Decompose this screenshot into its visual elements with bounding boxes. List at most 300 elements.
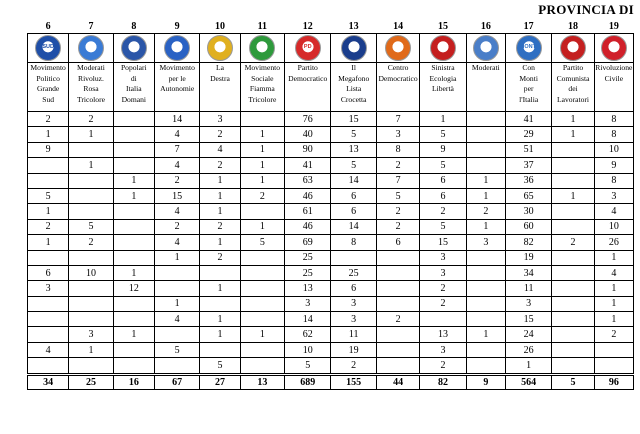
party-logo-text: PD — [303, 44, 312, 50]
vote-cell: 8 — [376, 142, 419, 157]
party-logo — [560, 35, 586, 61]
party-logo — [385, 35, 411, 61]
vote-cell: 14 — [154, 112, 199, 127]
total-cell: 34 — [28, 374, 69, 389]
vote-cell — [28, 312, 69, 327]
vote-cell: 10 — [285, 342, 331, 357]
party-logo-cell — [505, 34, 551, 63]
vote-cell: 1 — [240, 173, 284, 188]
vote-cell: 4 — [154, 235, 199, 250]
vote-cell: 7 — [376, 112, 419, 127]
vote-cell — [552, 327, 594, 342]
vote-cell: 15 — [331, 112, 376, 127]
party-logo-cell — [69, 34, 113, 63]
vote-cell — [552, 265, 594, 280]
vote-cell: 1 — [69, 342, 113, 357]
total-cell: 96 — [594, 374, 633, 389]
vote-cell: 15 — [154, 188, 199, 203]
party-logo — [295, 35, 321, 61]
vote-cell: 3 — [376, 127, 419, 142]
vote-cell: 1 — [200, 204, 240, 219]
vote-cell: 12 — [113, 281, 154, 296]
vote-cell — [69, 250, 113, 265]
vote-cell — [552, 173, 594, 188]
vote-cell: 5 — [420, 127, 466, 142]
total-cell: 67 — [154, 374, 199, 389]
vote-cell: 3 — [331, 296, 376, 311]
vote-table — [27, 20, 634, 390]
vote-cell: 4 — [594, 265, 633, 280]
vote-cell: 1 — [594, 281, 633, 296]
vote-cell: 36 — [505, 173, 551, 188]
vote-cell — [154, 281, 199, 296]
vote-cell: 6 — [331, 204, 376, 219]
party-logo-text: SUD — [42, 44, 54, 50]
vote-cell: 2 — [154, 219, 199, 234]
vote-cell: 1 — [466, 219, 505, 234]
totals-row — [28, 374, 634, 389]
vote-cell: 25 — [285, 265, 331, 280]
party-name: La Destra — [200, 63, 240, 112]
vote-cell: 65 — [505, 188, 551, 203]
vote-cell: 3 — [28, 281, 69, 296]
vote-cell — [552, 158, 594, 173]
vote-cell — [376, 250, 419, 265]
party-logo — [341, 35, 367, 61]
vote-cell — [240, 358, 284, 374]
vote-cell: 26 — [594, 235, 633, 250]
vote-cell: 63 — [285, 173, 331, 188]
table-row — [28, 296, 634, 311]
vote-cell: 6 — [331, 281, 376, 296]
vote-cell: 1 — [552, 127, 594, 142]
vote-cell: 4 — [154, 127, 199, 142]
vote-cell — [420, 312, 466, 327]
province-heading: PROVINCIA DI — [538, 2, 634, 17]
vote-cell: 3 — [594, 188, 633, 203]
vote-cell: 6 — [376, 235, 419, 250]
total-cell: 155 — [331, 374, 376, 389]
vote-cell: 5 — [285, 358, 331, 374]
vote-cell: 46 — [285, 219, 331, 234]
vote-cell — [552, 281, 594, 296]
vote-cell: 1 — [552, 112, 594, 127]
vote-cell: 4 — [200, 142, 240, 157]
vote-cell — [69, 296, 113, 311]
vote-cell: 1 — [113, 327, 154, 342]
table-row — [28, 204, 634, 219]
vote-cell: 37 — [505, 158, 551, 173]
party-number: 16 — [466, 20, 505, 34]
vote-cell: 2 — [376, 312, 419, 327]
party-logo-cell — [113, 34, 154, 63]
vote-cell — [552, 250, 594, 265]
vote-cell — [240, 342, 284, 357]
party-number: 17 — [505, 20, 551, 34]
vote-cell: 14 — [331, 173, 376, 188]
vote-cell: 6 — [331, 188, 376, 203]
party-logo-cell — [285, 34, 331, 63]
party-name: Movimento per le Autonomie — [154, 63, 199, 112]
vote-cell: 46 — [285, 188, 331, 203]
vote-cell: 5 — [420, 219, 466, 234]
vote-cell: 1 — [240, 158, 284, 173]
table-row — [28, 235, 634, 250]
vote-cell: 1 — [28, 204, 69, 219]
vote-cell: 26 — [505, 342, 551, 357]
party-logo-cell — [28, 34, 69, 63]
vote-cell — [113, 142, 154, 157]
vote-cell: 51 — [505, 142, 551, 157]
vote-cell — [552, 358, 594, 374]
vote-cell — [552, 204, 594, 219]
vote-cell: 5 — [69, 219, 113, 234]
vote-cell: 1 — [200, 312, 240, 327]
vote-cell — [69, 204, 113, 219]
vote-cell: 2 — [200, 127, 240, 142]
party-logo — [601, 35, 627, 61]
vote-cell: 3 — [69, 327, 113, 342]
vote-cell: 15 — [505, 312, 551, 327]
vote-cell: 3 — [420, 342, 466, 357]
vote-cell: 7 — [376, 173, 419, 188]
party-logo-cell — [331, 34, 376, 63]
party-logo — [78, 35, 104, 61]
vote-cell — [113, 127, 154, 142]
vote-cell: 1 — [466, 327, 505, 342]
vote-cell — [113, 342, 154, 357]
vote-cell: 5 — [240, 235, 284, 250]
vote-cell — [113, 235, 154, 250]
party-number: 15 — [420, 20, 466, 34]
vote-cell: 41 — [505, 112, 551, 127]
vote-cell: 8 — [594, 127, 633, 142]
vote-cell — [376, 358, 419, 374]
table-row — [28, 142, 634, 157]
vote-cell — [200, 265, 240, 280]
vote-cell — [200, 342, 240, 357]
vote-cell: 4 — [154, 204, 199, 219]
vote-cell: 6 — [420, 188, 466, 203]
vote-cell: 5 — [420, 158, 466, 173]
vote-cell — [376, 265, 419, 280]
vote-cell: 1 — [240, 219, 284, 234]
vote-cell — [466, 312, 505, 327]
vote-cell: 34 — [505, 265, 551, 280]
vote-cell: 1 — [420, 112, 466, 127]
vote-cell — [154, 327, 199, 342]
vote-cell: 2 — [594, 327, 633, 342]
party-logo-cell — [376, 34, 419, 63]
vote-cell — [28, 173, 69, 188]
vote-cell — [154, 358, 199, 374]
vote-cell: 1 — [200, 188, 240, 203]
vote-cell: 1 — [69, 127, 113, 142]
party-name: Partito Democratico — [285, 63, 331, 112]
vote-cell: 1 — [240, 142, 284, 157]
party-number: 7 — [69, 20, 113, 34]
vote-cell: 13 — [285, 281, 331, 296]
vote-cell: 24 — [505, 327, 551, 342]
party-logo — [35, 35, 61, 61]
vote-cell: 1 — [200, 327, 240, 342]
vote-cell: 1 — [240, 327, 284, 342]
vote-cell: 1 — [200, 281, 240, 296]
party-number: 6 — [28, 20, 69, 34]
vote-cell — [376, 281, 419, 296]
party-logo — [121, 35, 147, 61]
party-name: Moderati — [466, 63, 505, 112]
vote-cell: 2 — [376, 158, 419, 173]
vote-cell: 1 — [113, 173, 154, 188]
vote-cell: 6 — [420, 173, 466, 188]
vote-cell: 14 — [285, 312, 331, 327]
vote-cell: 5 — [154, 342, 199, 357]
vote-cell — [240, 296, 284, 311]
vote-cell — [113, 358, 154, 374]
vote-cell: 2 — [200, 158, 240, 173]
vote-cell: 1 — [154, 296, 199, 311]
party-logo-text: MONTI — [519, 44, 538, 50]
vote-cell: 2 — [69, 235, 113, 250]
party-logo-cell — [594, 34, 633, 63]
total-cell: 82 — [420, 374, 466, 389]
total-cell: 16 — [113, 374, 154, 389]
vote-cell: 4 — [594, 204, 633, 219]
vote-cell: 2 — [376, 204, 419, 219]
vote-cell: 25 — [331, 265, 376, 280]
vote-cell: 4 — [28, 342, 69, 357]
vote-cell: 1 — [466, 173, 505, 188]
vote-cell — [240, 281, 284, 296]
vote-cell: 62 — [285, 327, 331, 342]
table-row — [28, 158, 634, 173]
vote-cell — [552, 342, 594, 357]
vote-cell: 19 — [505, 250, 551, 265]
vote-cell — [154, 265, 199, 280]
vote-cell — [113, 112, 154, 127]
vote-cell: 5 — [376, 188, 419, 203]
vote-cell — [28, 296, 69, 311]
party-logo-cell — [240, 34, 284, 63]
vote-cell: 2 — [552, 235, 594, 250]
vote-cell: 3 — [200, 112, 240, 127]
vote-cell — [113, 250, 154, 265]
vote-cell: 5 — [200, 358, 240, 374]
party-number: 19 — [594, 20, 633, 34]
party-logo — [516, 35, 542, 61]
party-logo-cell — [200, 34, 240, 63]
vote-cell: 15 — [420, 235, 466, 250]
vote-cell — [376, 327, 419, 342]
party-name: Il Megafono Lista Crocetta — [331, 63, 376, 112]
vote-cell: 13 — [420, 327, 466, 342]
vote-cell — [69, 312, 113, 327]
vote-cell: 2 — [420, 358, 466, 374]
vote-cell — [240, 204, 284, 219]
party-name: Rivoluzione Civile — [594, 63, 633, 112]
vote-cell — [69, 173, 113, 188]
vote-cell: 1 — [466, 188, 505, 203]
vote-cell — [552, 142, 594, 157]
vote-cell: 9 — [420, 142, 466, 157]
vote-cell: 25 — [285, 250, 331, 265]
total-cell: 13 — [240, 374, 284, 389]
vote-cell: 11 — [505, 281, 551, 296]
vote-cell: 3 — [331, 312, 376, 327]
party-logo — [164, 35, 190, 61]
vote-cell: 2 — [420, 296, 466, 311]
vote-cell: 2 — [28, 112, 69, 127]
vote-cell: 4 — [154, 158, 199, 173]
table-row — [28, 265, 634, 280]
vote-cell: 1 — [240, 127, 284, 142]
party-name: Movimento Sociale Fiamma Tricolore — [240, 63, 284, 112]
vote-cell: 90 — [285, 142, 331, 157]
vote-cell — [240, 112, 284, 127]
vote-cell: 2 — [69, 112, 113, 127]
table-row — [28, 173, 634, 188]
party-logo-row — [28, 34, 634, 63]
vote-cell — [466, 142, 505, 157]
vote-cell: 3 — [420, 265, 466, 280]
vote-cell: 69 — [285, 235, 331, 250]
vote-cell: 1 — [113, 188, 154, 203]
vote-cell: 10 — [594, 219, 633, 234]
vote-cell: 1 — [594, 296, 633, 311]
table-row — [28, 127, 634, 142]
vote-cell — [466, 112, 505, 127]
party-logo-cell — [154, 34, 199, 63]
vote-cell — [376, 296, 419, 311]
vote-cell: 7 — [154, 142, 199, 157]
total-cell: 564 — [505, 374, 551, 389]
table-row — [28, 312, 634, 327]
total-cell: 25 — [69, 374, 113, 389]
vote-cell — [28, 358, 69, 374]
vote-cell — [240, 265, 284, 280]
vote-cell: 40 — [285, 127, 331, 142]
vote-cell: 1 — [69, 158, 113, 173]
party-name: Popolari di Italia Domani — [113, 63, 154, 112]
party-logo — [249, 35, 275, 61]
party-logo-cell — [420, 34, 466, 63]
vote-cell — [331, 250, 376, 265]
party-logo-cell — [466, 34, 505, 63]
vote-cell — [466, 281, 505, 296]
vote-cell: 1 — [594, 312, 633, 327]
vote-cell — [376, 342, 419, 357]
vote-cell: 1 — [594, 250, 633, 265]
vote-cell — [466, 127, 505, 142]
party-number: 11 — [240, 20, 284, 34]
vote-cell: 61 — [285, 204, 331, 219]
vote-cell — [594, 342, 633, 357]
party-number: 8 — [113, 20, 154, 34]
vote-cell — [240, 250, 284, 265]
vote-cell: 3 — [505, 296, 551, 311]
table-row — [28, 342, 634, 357]
vote-cell — [466, 358, 505, 374]
vote-cell: 1 — [200, 235, 240, 250]
vote-cell — [552, 219, 594, 234]
total-cell: 5 — [552, 374, 594, 389]
table-row — [28, 112, 634, 127]
vote-cell: 6 — [28, 265, 69, 280]
vote-cell: 2 — [376, 219, 419, 234]
party-logo-cell — [552, 34, 594, 63]
vote-cell — [466, 296, 505, 311]
vote-cell: 10 — [69, 265, 113, 280]
party-number: 10 — [200, 20, 240, 34]
party-number: 13 — [331, 20, 376, 34]
vote-cell: 1 — [113, 265, 154, 280]
party-number: 9 — [154, 20, 199, 34]
vote-cell: 3 — [420, 250, 466, 265]
vote-cell: 1 — [28, 127, 69, 142]
vote-cell: 3 — [466, 235, 505, 250]
vote-cell: 5 — [28, 188, 69, 203]
vote-cell — [69, 188, 113, 203]
party-name: Partito Comunista dei Lavoratori — [552, 63, 594, 112]
vote-cell: 9 — [28, 142, 69, 157]
vote-cell: 2 — [420, 281, 466, 296]
vote-cell — [552, 296, 594, 311]
vote-cell — [113, 219, 154, 234]
vote-cell: 13 — [331, 142, 376, 157]
vote-cell: 2 — [240, 188, 284, 203]
vote-cell — [28, 250, 69, 265]
vote-cell: 2 — [28, 219, 69, 234]
party-name: Sinistra Ecologia Libertà — [420, 63, 466, 112]
vote-cell — [69, 142, 113, 157]
party-name: Centro Democratico — [376, 63, 419, 112]
vote-cell: 1 — [552, 188, 594, 203]
party-logo — [430, 35, 456, 61]
vote-cell: 82 — [505, 235, 551, 250]
vote-cell — [552, 312, 594, 327]
party-logo — [473, 35, 499, 61]
vote-cell: 60 — [505, 219, 551, 234]
vote-cell: 1 — [505, 358, 551, 374]
table-row — [28, 188, 634, 203]
total-cell: 44 — [376, 374, 419, 389]
vote-cell: 2 — [200, 219, 240, 234]
vote-cell — [28, 327, 69, 342]
vote-cell — [113, 158, 154, 173]
vote-cell: 1 — [154, 250, 199, 265]
vote-cell: 2 — [420, 204, 466, 219]
vote-cell — [200, 296, 240, 311]
party-name: Con Monti per l'Italia — [505, 63, 551, 112]
vote-cell: 8 — [594, 173, 633, 188]
total-cell: 27 — [200, 374, 240, 389]
vote-cell — [466, 342, 505, 357]
vote-cell — [113, 204, 154, 219]
party-name-row — [28, 63, 634, 112]
vote-cell: 76 — [285, 112, 331, 127]
vote-cell: 14 — [331, 219, 376, 234]
vote-cell: 41 — [285, 158, 331, 173]
table-row — [28, 219, 634, 234]
vote-cell: 29 — [505, 127, 551, 142]
vote-cell: 1 — [28, 235, 69, 250]
vote-cell: 8 — [594, 112, 633, 127]
table-row — [28, 281, 634, 296]
vote-cell: 30 — [505, 204, 551, 219]
party-number: 14 — [376, 20, 419, 34]
vote-cell: 3 — [285, 296, 331, 311]
